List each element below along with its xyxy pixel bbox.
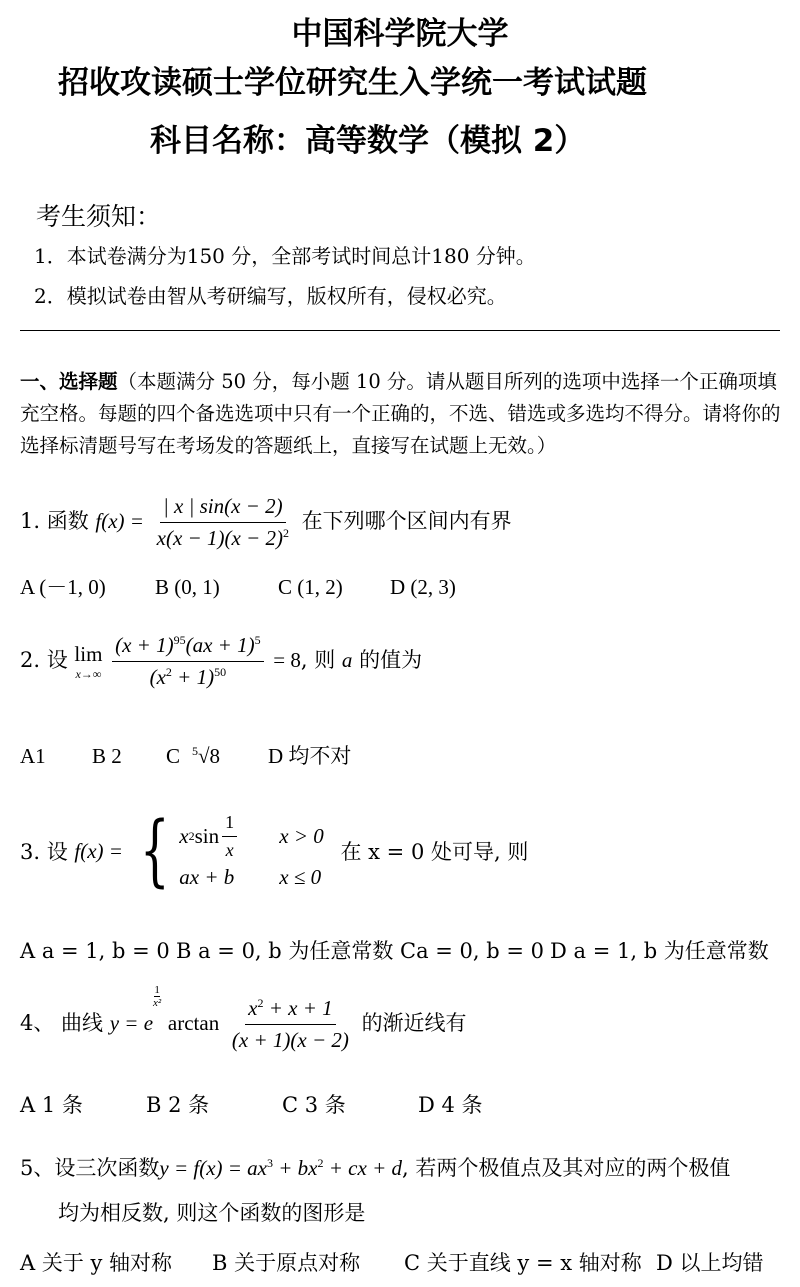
q2-option-d: D 均不对 xyxy=(268,744,352,768)
q4-arctan: arctan xyxy=(167,1011,220,1035)
q1-denominator: x(x − 1)(x − 2) xyxy=(156,526,283,550)
q4-exp-frac xyxy=(153,984,161,1009)
q1-option-a: A (－1, 0) xyxy=(20,575,106,599)
divider-line xyxy=(20,330,780,331)
q4-option-c: C 3 条 xyxy=(282,1093,346,1117)
q1-option-d: D (2, 3) xyxy=(390,575,456,599)
q3-case1-frac xyxy=(222,812,237,861)
q3-func: f(x) = xyxy=(74,838,123,863)
q2-root-symbol: √ xyxy=(198,744,210,768)
q1-fraction xyxy=(154,494,292,551)
q4-numerator xyxy=(245,996,336,1025)
q5-tail: + cx + d xyxy=(323,1156,402,1180)
q2-num-a: (x + 1) xyxy=(115,633,174,657)
q3-option-a: A a = 1, b = 0 xyxy=(20,939,170,963)
q1-denominator-wrap xyxy=(154,523,292,551)
q3-case-1 xyxy=(179,812,324,861)
q4-fraction xyxy=(229,996,352,1053)
q1-den-exp: 2 xyxy=(282,526,289,540)
q1-prefix: 1. 函数 xyxy=(20,509,89,533)
q4-num-sq: 2 xyxy=(257,996,264,1010)
q3-case2-cond: x ≤ 0 xyxy=(279,865,322,889)
question-4 xyxy=(20,984,467,1053)
q2-option-b: B 2 xyxy=(92,744,122,768)
q4-suffix: 的渐近线有 xyxy=(361,1011,467,1035)
q2-equals: = 8 xyxy=(273,648,301,672)
q5-option-d: D 以上均错 xyxy=(656,1251,764,1275)
question-1 xyxy=(20,494,512,551)
q2-lim-sub: x→∞ xyxy=(75,666,102,681)
q2-suffix2: 的值为 xyxy=(359,648,423,672)
q2-option-a: A1 xyxy=(20,744,46,768)
subject-title: 科目名称：高等数学（模拟 2） xyxy=(150,123,586,159)
question-5 xyxy=(20,1152,730,1182)
notice-heading: 考生须知： xyxy=(36,202,162,231)
q5-prefix: 5、设三次函数 xyxy=(20,1156,160,1180)
q2-option-c-wrap xyxy=(166,744,268,769)
q4-option-b: B 2 条 xyxy=(146,1093,210,1117)
q3-option-d: D a = 1, b 为任意常数 xyxy=(550,939,769,963)
q1-func: f(x) = xyxy=(95,509,144,533)
q3-case1-sin: sin xyxy=(194,824,220,848)
q4-options xyxy=(20,1089,483,1119)
q2-den-a: (x xyxy=(149,665,166,689)
section-text: （本题满分 50 分，每小题 10 分。请从题目所列的选项中选择一个正确项填充空格。每题的四个备选选项中只有一个正确的，不选、错选或多选均不得分。请将你的选择标清题号写在考场发的答题纸上，直接写在试题上无效。） xyxy=(20,370,781,457)
q2-limit xyxy=(74,642,102,682)
q2-root-index: 5 xyxy=(192,744,199,758)
q3-case1-num: 1 xyxy=(222,812,237,837)
q4-option-d: D 4 条 xyxy=(418,1093,483,1117)
q3-option-c: Ca = 0, b = 0 xyxy=(400,939,544,963)
q4-exp-den: x² xyxy=(153,997,162,1009)
q1-suffix: 在下列哪个区间内有界 xyxy=(301,509,512,533)
q3-case1-cond: x > 0 xyxy=(279,824,324,848)
q5-exp3: 3 xyxy=(267,1156,273,1170)
q5-mid: + bx xyxy=(273,1156,318,1180)
q2-suffix: , 则 xyxy=(300,648,336,672)
q2-var: a xyxy=(341,648,353,672)
q3-case1-den: x xyxy=(225,840,234,860)
q4-func: y = e xyxy=(109,1011,154,1035)
q2-root-value: 8 xyxy=(209,744,221,768)
q2-num-b: (ax + 1) xyxy=(185,633,255,657)
notice-item-2: 2．模拟试卷由智从考研编写，版权所有，侵权必究。 xyxy=(34,284,507,308)
q5-exp2: 2 xyxy=(317,1156,324,1170)
question-2 xyxy=(20,633,422,690)
q4-num-x: x xyxy=(248,996,258,1020)
q1-numerator: | x | sin(x − 2) xyxy=(160,494,286,523)
question-3 xyxy=(20,806,529,896)
q3-case1-sq: 2 xyxy=(188,829,195,843)
q5-options xyxy=(20,1247,764,1277)
q3-options xyxy=(20,935,769,965)
q3-option-b: B a = 0, b 为任意常数 xyxy=(176,939,394,963)
q4-denominator: (x + 1)(x − 2) xyxy=(231,1028,349,1052)
exam-title: 招收攻读硕士学位研究生入学统一考试试题 xyxy=(58,65,647,101)
q4-exp-num: 1 xyxy=(154,984,160,996)
q2-root xyxy=(192,744,220,768)
q2-den-sq: 2 xyxy=(165,665,172,679)
q4-prefix: 4、 曲线 xyxy=(20,1011,104,1035)
q5-func: y = f(x) = ax xyxy=(159,1156,267,1180)
q2-denominator xyxy=(147,662,230,690)
q2-num-exp2: 5 xyxy=(254,633,261,647)
q3-suffix: 在 x = 0 处可导, 则 xyxy=(340,840,529,864)
q5-option-c: C 关于直线 y = x 轴对称 xyxy=(404,1251,642,1275)
q3-prefix: 3. 设 xyxy=(20,840,68,864)
q2-options xyxy=(20,740,351,770)
q3-case-2 xyxy=(179,865,324,890)
q4-option-a: A 1 条 xyxy=(20,1093,83,1117)
q2-lim: lim xyxy=(74,641,103,666)
q4-num-rest: + x + 1 xyxy=(263,996,333,1020)
q1-option-c: C (1, 2) xyxy=(278,575,343,599)
q2-den-b: + 1) xyxy=(171,665,215,689)
q5-line2: 均为相反数, 则这个函数的图形是 xyxy=(58,1201,366,1225)
q2-numerator xyxy=(112,633,263,662)
university-title: 中国科学院大学 xyxy=(291,16,509,52)
q5-option-b: B 关于原点对称 xyxy=(212,1251,361,1275)
section-instructions xyxy=(20,366,785,462)
section-label: 一、选择题 xyxy=(20,370,118,393)
q1-options xyxy=(20,571,456,601)
q5-suffix: , 若两个极值点及其对应的两个极值 xyxy=(401,1156,731,1180)
q2-num-exp1: 95 xyxy=(173,633,186,647)
q3-case1-x: x xyxy=(179,824,189,848)
q2-den-exp: 50 xyxy=(214,665,227,679)
q2-prefix: 2. 设 xyxy=(20,648,68,672)
q3-piecewise xyxy=(130,806,324,896)
q2-fraction xyxy=(112,633,263,690)
notice-item-1: 1．本试卷满分为150 分，全部考试时间总计180 分钟。 xyxy=(34,244,536,268)
q2-option-c: C xyxy=(166,744,181,768)
q3-case2-expr: ax + b xyxy=(179,865,235,889)
q1-option-b: B (0, 1) xyxy=(155,575,220,599)
q3-brace: { xyxy=(139,806,170,896)
q3-cases xyxy=(179,812,324,890)
q5-option-a: A 关于 y 轴对称 xyxy=(20,1251,173,1275)
